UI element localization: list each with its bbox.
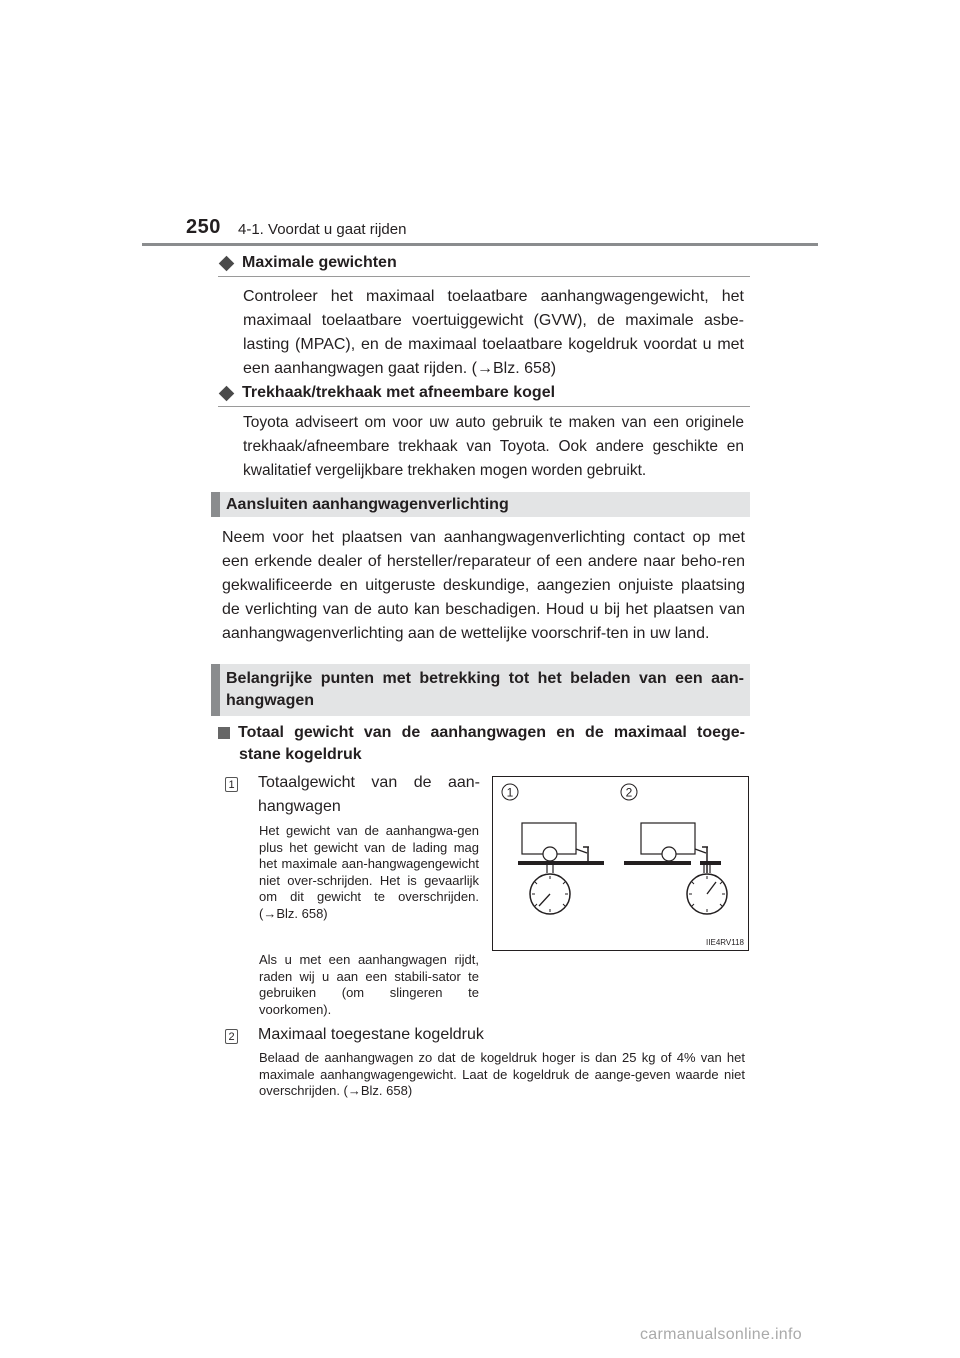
figure-label-2: [621, 784, 637, 800]
watermark: carmanualsonline.info: [640, 1326, 802, 1343]
trailer-1: [518, 823, 604, 873]
svg-text:2: 2: [625, 785, 633, 800]
number-badge-1: 1: [225, 777, 238, 792]
item1-title-line1: Totaalgewicht van de aan-: [258, 774, 480, 791]
square-bullet-icon: [218, 727, 230, 739]
page-number: 250: [186, 216, 221, 238]
figure-code: IIE4RV118: [706, 938, 744, 947]
svg-text:1: 1: [506, 785, 514, 800]
max-weights-heading: [218, 254, 750, 272]
loading-heading-line1: Belangrijke punten met betrekking tot het beladen van een aan-: [226, 670, 744, 687]
item1-text1: Het gewicht van de aanhangwa-gen plus het gewicht van de lading mag het maximale aan-hangwagengewicht niet over-schrijden. Het is gevaarlijk om dit gewicht te overschrijden. (→Blz. 658): [259, 823, 479, 921]
trailer-2: [624, 823, 721, 873]
lighting-heading-bar: [211, 492, 750, 517]
max-weights-rule: [218, 276, 750, 277]
loading-subheading: [218, 722, 745, 766]
towbar-body: Toyota adviseert om voor uw auto gebruik te maken van een originele trekhaak/afneembare trekhaak van Toyota. Ook andere geschikte en kwalitatief vergelijkbare trekhaken mogen worden gebruikt.: [243, 414, 744, 479]
max-weights-heading-text: Maximale gewichten: [242, 254, 397, 271]
item1-title: [258, 771, 480, 819]
loading-subheading-line2: stane kogeldruk: [239, 746, 362, 763]
item2-title: Maximaal toegestane kogeldruk: [258, 1026, 484, 1043]
loading-heading-line2: hangwagen: [226, 692, 315, 709]
lighting-heading: Aansluiten aanhangwagenverlichting: [226, 496, 509, 513]
section-title: 4-1. Voordat u gaat rijden: [238, 221, 407, 238]
lighting-body: Neem voor het plaatsen van aanhangwagenverlichting contact op met een erkende dealer of hersteller/reparateur of een andere naar beho-ren gekwalificeerde en uitgeruste deskundige, aangezien onjuiste plaatsing de verlichting van de auto kan beschadigen. Houd u bij het plaatsen van aanhangwagenverlichting aan de wettelijke voorschrif-ten in uw land.: [222, 529, 745, 642]
diamond-bullet-icon: [219, 255, 235, 271]
item2-badge: [225, 1027, 238, 1045]
trailer-scale-illustration: [493, 777, 748, 950]
max-weights-body: Controleer het maximaal toelaatbare aanhangwagengewicht, het maximaal toelaatbare voertuiggewicht (GVW), de maximale asbe-lasting (MPAC), en de maximaal toelaatbare kogeldruk voordat u met een aanhangwagen gaat rijden. (→Blz. 658): [243, 288, 744, 377]
figure-label-1: [502, 784, 518, 800]
towbar-heading-text: Trekhaak/trekhaak met afneembare kogel: [242, 384, 556, 401]
item1-text2: Als u met een aanhangwagen rijdt, raden wij u aan een stabili-sator te gebruiken (om slingeren te voorkomen).: [259, 952, 479, 1017]
item1-title-line2: hangwagen: [258, 798, 341, 815]
scale-gauge-1: [530, 874, 570, 914]
trailer-figure: [492, 776, 749, 951]
loading-heading-bar: [211, 664, 750, 716]
loading-subheading-line1: Totaal gewicht van de aanhangwagen en de maximaal toege-: [238, 724, 745, 741]
item1-badge: [225, 775, 238, 793]
header-divider: [142, 243, 818, 246]
item2-text: Belaad de aanhangwagen zo dat de kogeldruk hoger is dan 25 kg of 4% van het maximale aanhangwagengewicht. Laat de kogeldruk de aange-geven waarde niet overschrijden. (→Blz. 658): [259, 1050, 745, 1098]
towbar-heading: [218, 384, 750, 402]
towbar-rule: [218, 406, 750, 407]
scale-gauge-2: [687, 874, 727, 914]
number-badge-2: 2: [225, 1029, 238, 1044]
diamond-bullet-icon: [219, 385, 235, 401]
